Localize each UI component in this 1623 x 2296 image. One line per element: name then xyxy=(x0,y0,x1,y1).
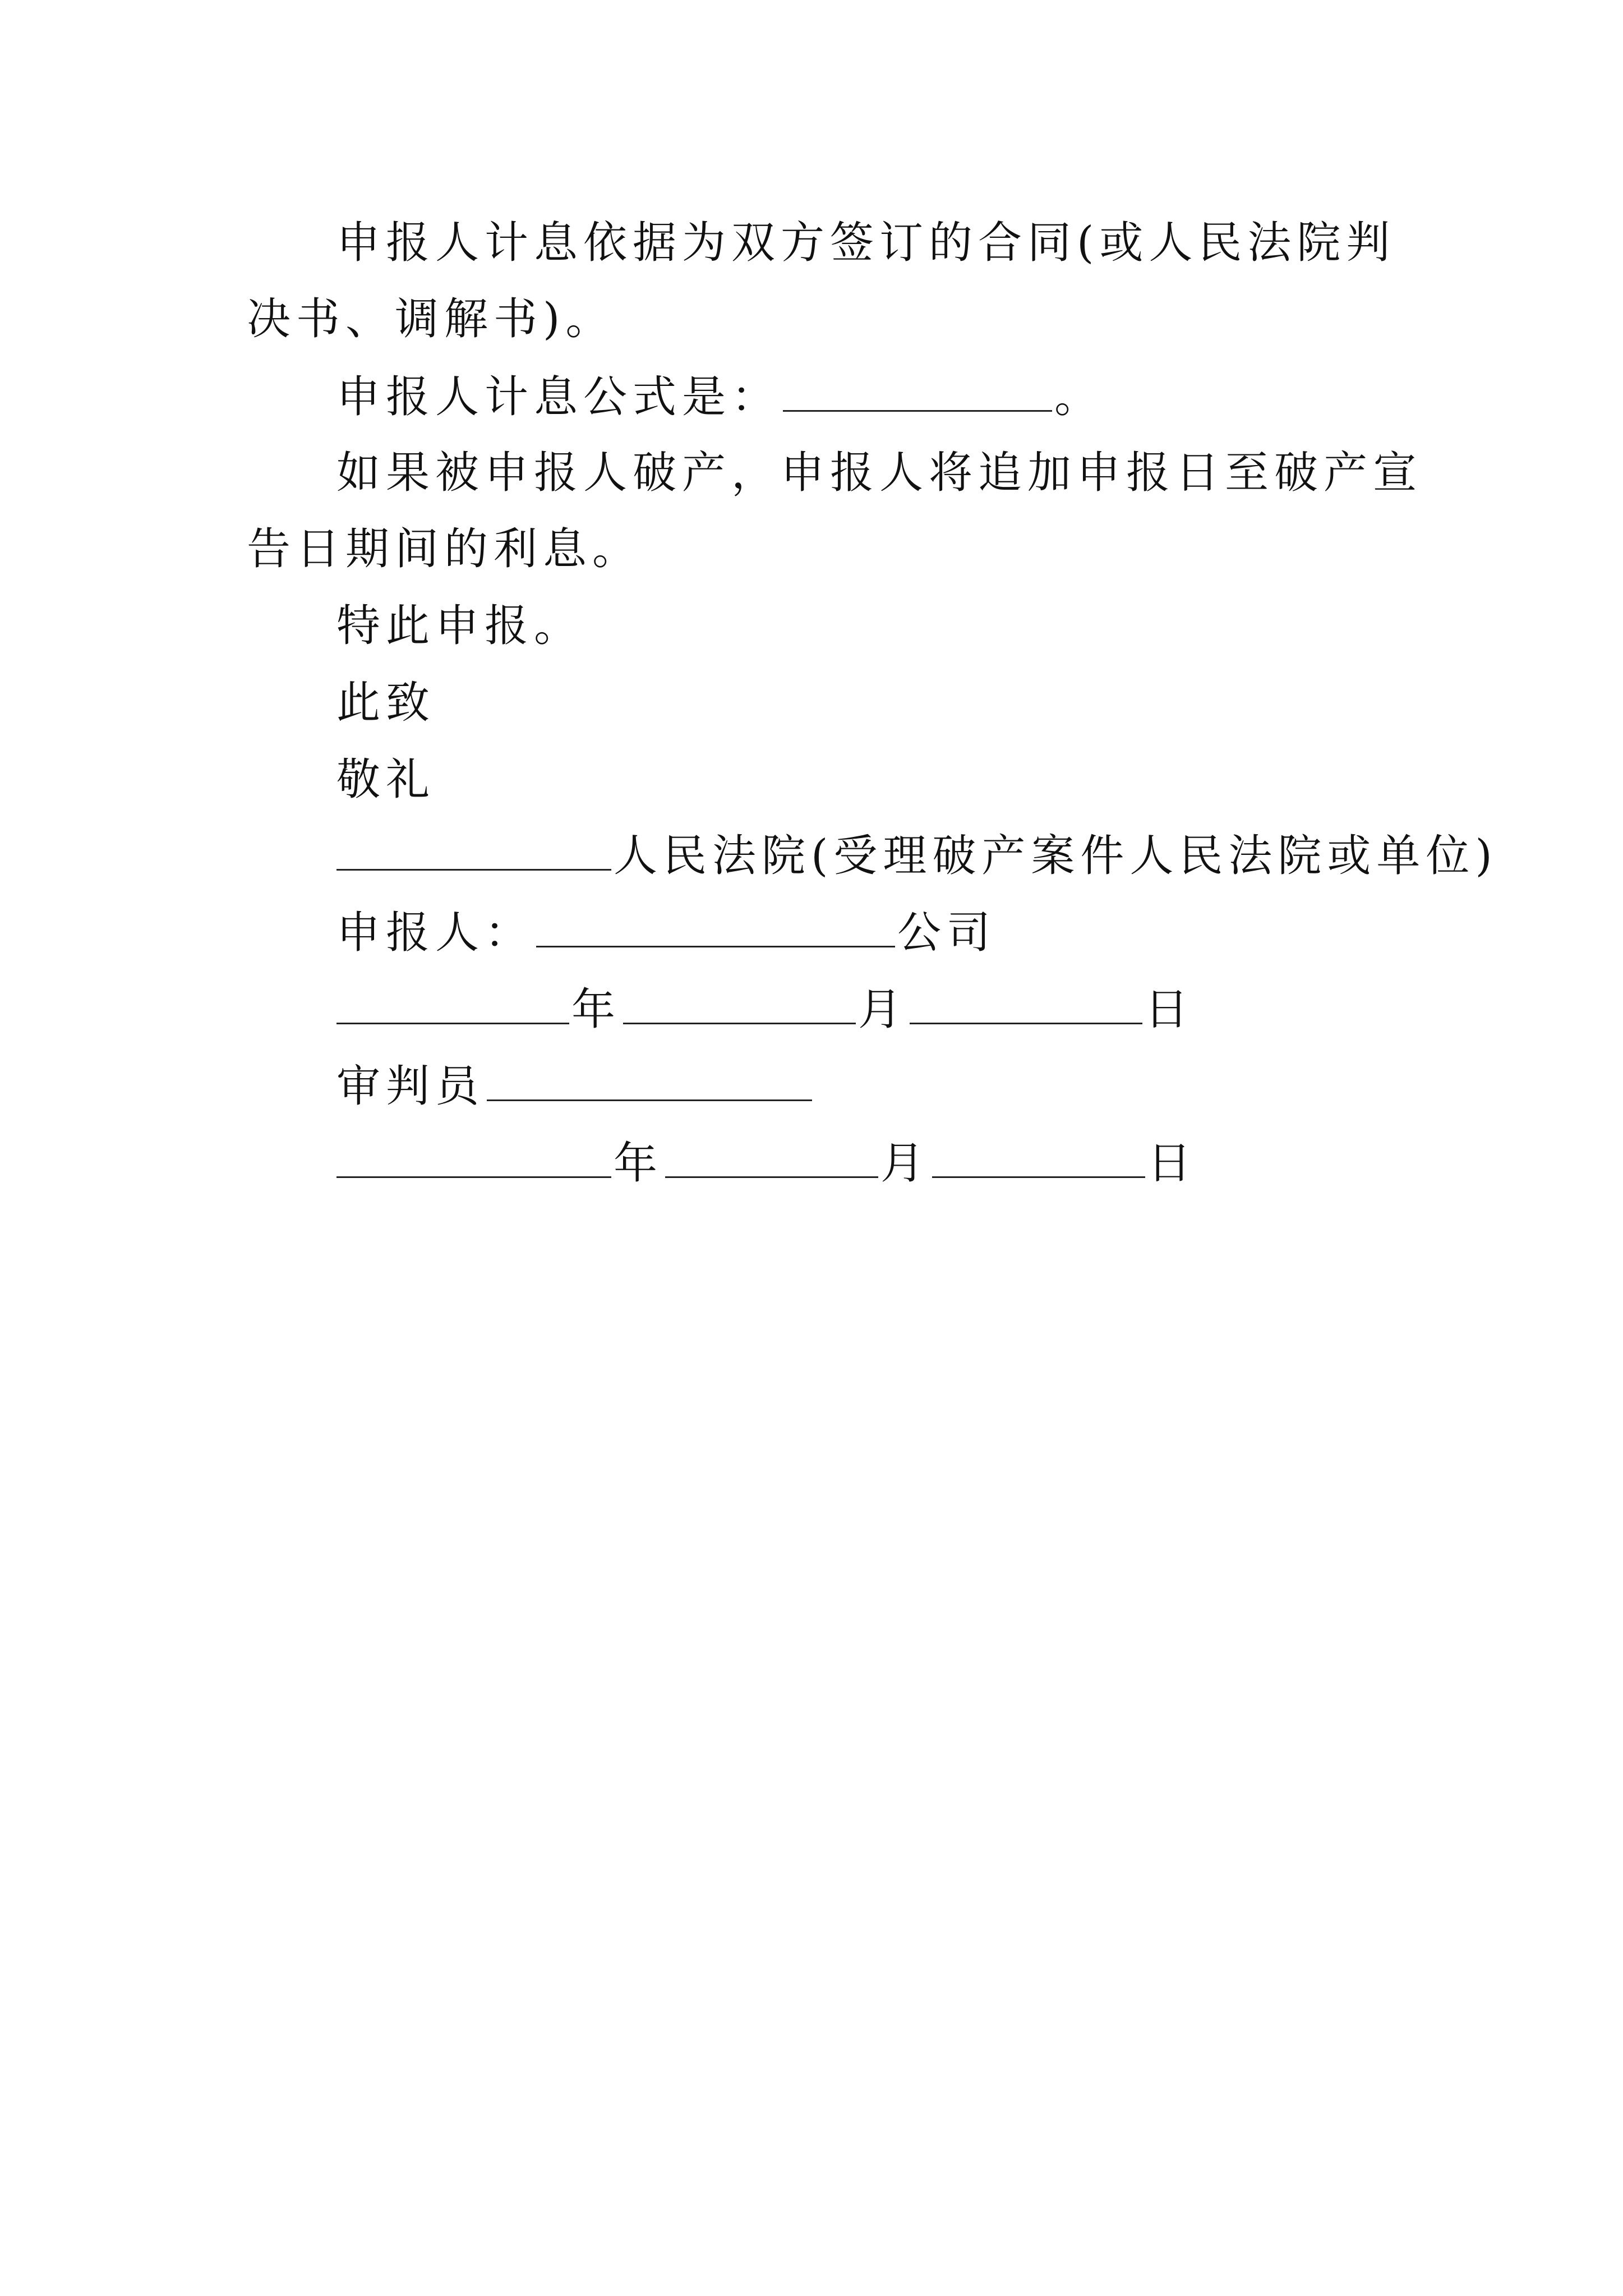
applicant-line xyxy=(336,895,1520,971)
applicant-date-line xyxy=(336,972,1520,1048)
day-label: 日 xyxy=(1145,984,1195,1035)
interest-paragraph: 如果被申报人破产，申报人将追加申报日至破产宣告日期间的利息。 xyxy=(247,448,1423,574)
judge-date-line xyxy=(336,1125,1520,1202)
salutation-text: 此致 xyxy=(336,678,436,728)
day-label: 日 xyxy=(1147,1138,1197,1189)
applicant-label: 申报人： xyxy=(336,908,534,958)
judge-year-blank[interactable] xyxy=(336,1143,611,1178)
judge-day-blank[interactable] xyxy=(932,1143,1145,1178)
month-label: 月 xyxy=(858,984,908,1035)
company-label: 公司 xyxy=(897,908,997,958)
applicant-year-blank[interactable] xyxy=(336,989,569,1024)
judge-month-blank[interactable] xyxy=(665,1143,878,1178)
formula-blank[interactable] xyxy=(783,376,1052,412)
formula-end: 。 xyxy=(1054,372,1104,422)
court-line xyxy=(336,818,1520,894)
basis-paragraph: 申报人计息依据为双方签订的合同(或人民法院判决书、调解书)。 xyxy=(247,218,1396,344)
applicant-day-blank[interactable] xyxy=(910,989,1142,1024)
judge-label: 审判员 xyxy=(336,1061,485,1112)
judge-blank[interactable] xyxy=(487,1066,812,1101)
month-label: 月 xyxy=(880,1138,930,1189)
court-name-blank[interactable] xyxy=(336,835,611,871)
regards-text: 敬礼 xyxy=(336,754,436,805)
year-label: 年 xyxy=(571,984,621,1035)
year-label: 年 xyxy=(614,1138,663,1189)
court-label: 人民法院(受理破产案件人民法院或单位) xyxy=(614,831,1498,881)
judge-line xyxy=(336,1048,1520,1125)
applicant-blank[interactable] xyxy=(536,912,895,947)
formula-label: 申报人计息公式是： xyxy=(336,372,781,422)
applicant-month-blank[interactable] xyxy=(623,989,856,1024)
formula-paragraph xyxy=(336,359,1520,435)
declaration-text: 特此申报。 xyxy=(336,601,584,651)
